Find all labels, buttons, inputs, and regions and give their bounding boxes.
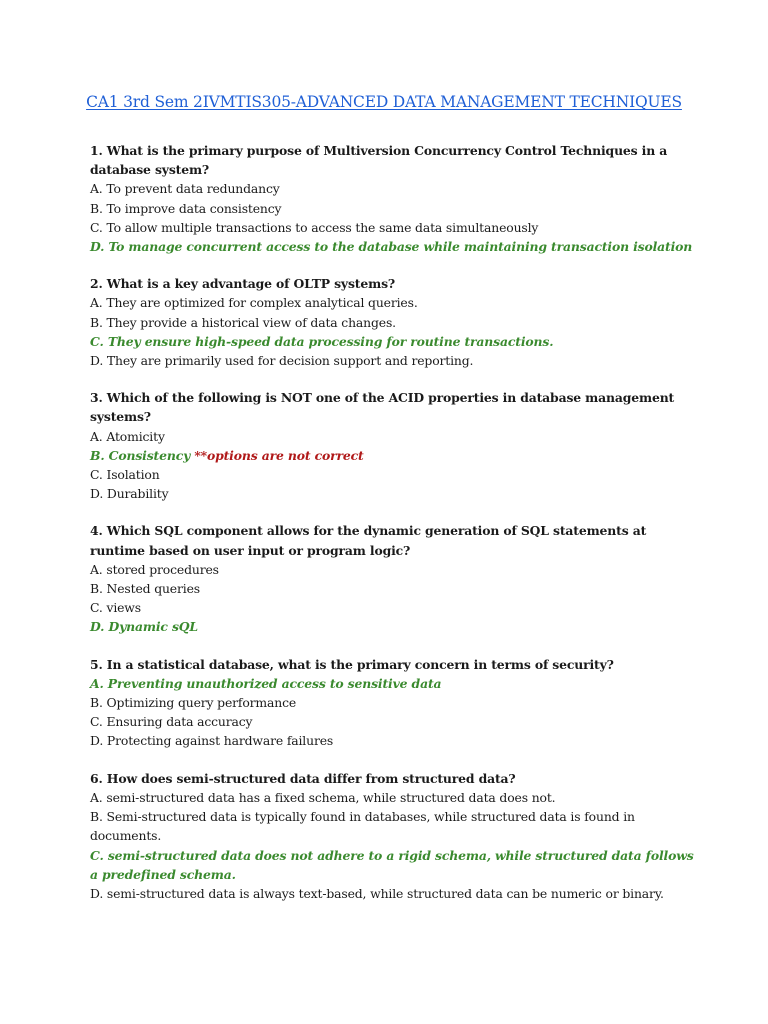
- answer-option: [90, 465, 700, 484]
- question-list: [90, 141, 700, 921]
- answer-option-text: A. They are optimized for complex analytical queries.: [90, 295, 418, 311]
- answer-option: [90, 693, 700, 712]
- answer-option-correct: [90, 617, 700, 636]
- question-text: 5. In a statistical database, what is the primary concern in terms of security?: [90, 656, 614, 672]
- answer-option: [90, 731, 700, 750]
- question-text: 3. Which of the following is NOT one of the ACID properties in database management systems?: [90, 390, 675, 425]
- document-title: CA1 3rd Sem 2IVMTIS305-ADVANCED DATA MANAGEMENT TECHNIQUES: [86, 93, 682, 111]
- answer-option-text: C. Isolation: [90, 467, 160, 483]
- question-6: [90, 769, 700, 903]
- answer-option-correct: [90, 846, 700, 884]
- answer-option: [90, 313, 700, 332]
- question-text: 6. How does semi-structured data differ from structured data?: [90, 770, 516, 786]
- answer-option: [90, 179, 700, 198]
- answer-option-text: C. views: [90, 600, 141, 616]
- answer-option: [90, 218, 700, 237]
- answer-option: [90, 807, 700, 845]
- answer-option-text: A. Atomicity: [90, 428, 165, 444]
- answer-option-text: C. semi-structured data does not adhere to a rigid schema, while structured data follows a predefined schema.: [90, 847, 694, 882]
- question-1: [90, 141, 700, 256]
- answer-option-text: A. Preventing unauthorized access to sensitive data: [90, 675, 442, 691]
- answer-option: [90, 788, 700, 807]
- question-5: [90, 655, 700, 751]
- question-text: 4. Which SQL component allows for the dynamic generation of SQL statements at runtime based on user input or program logic?: [90, 523, 647, 558]
- answer-option-correct: [90, 332, 700, 351]
- answer-option-text: D. Protecting against hardware failures: [90, 733, 334, 749]
- answer-option: [90, 712, 700, 731]
- answer-option-text: B. Consistency: [90, 447, 191, 463]
- answer-option-text: C. To allow multiple transactions to access the same data simultaneously: [90, 219, 539, 235]
- question-3: [90, 388, 700, 503]
- answer-option-text: B. To improve data consistency: [90, 200, 282, 216]
- answer-option-correct: [90, 237, 700, 256]
- answer-option-correct: [90, 446, 700, 465]
- answer-option-text: D. They are primarily used for decision support and reporting.: [90, 353, 474, 369]
- answer-option: [90, 427, 700, 446]
- answer-option-text: B. Nested queries: [90, 581, 200, 597]
- answer-option-text: C. Ensuring data accuracy: [90, 714, 253, 730]
- answer-note: **options are not correct: [190, 447, 364, 463]
- question-text: 1. What is the primary purpose of Multiversion Concurrency Control Techniques in a database system?: [90, 143, 668, 178]
- answer-option-correct: [90, 674, 700, 693]
- answer-option-text: B. They provide a historical view of data changes.: [90, 314, 396, 330]
- question-text: 2. What is a key advantage of OLTP systems?: [90, 276, 396, 292]
- answer-option-text: D. To manage concurrent access to the database while maintaining transaction isolation: [90, 239, 693, 255]
- answer-option: [90, 884, 700, 903]
- answer-option: [90, 199, 700, 218]
- answer-option: [90, 293, 700, 312]
- answer-option-text: C. They ensure high-speed data processing for routine transactions.: [90, 333, 554, 349]
- answer-option: [90, 598, 700, 617]
- answer-option-text: A. To prevent data redundancy: [90, 181, 280, 197]
- question-4: [90, 521, 700, 636]
- answer-option-text: D. semi-structured data is always text-based, while structured data can be numeric or binary.: [90, 885, 664, 901]
- answer-option: [90, 579, 700, 598]
- answer-option-text: B. Semi-structured data is typically found in databases, while structured data is found in documents.: [90, 809, 635, 844]
- answer-option: [90, 560, 700, 579]
- answer-option: [90, 484, 700, 503]
- answer-option-text: B. Optimizing query performance: [90, 695, 297, 711]
- answer-option: [90, 351, 700, 370]
- question-2: [90, 274, 700, 370]
- answer-option-text: A. stored procedures: [90, 561, 219, 577]
- answer-option-text: D. Durability: [90, 486, 169, 502]
- answer-option-text: D. Dynamic sQL: [90, 619, 198, 635]
- answer-option-text: A. semi-structured data has a fixed schema, while structured data does not.: [90, 789, 556, 805]
